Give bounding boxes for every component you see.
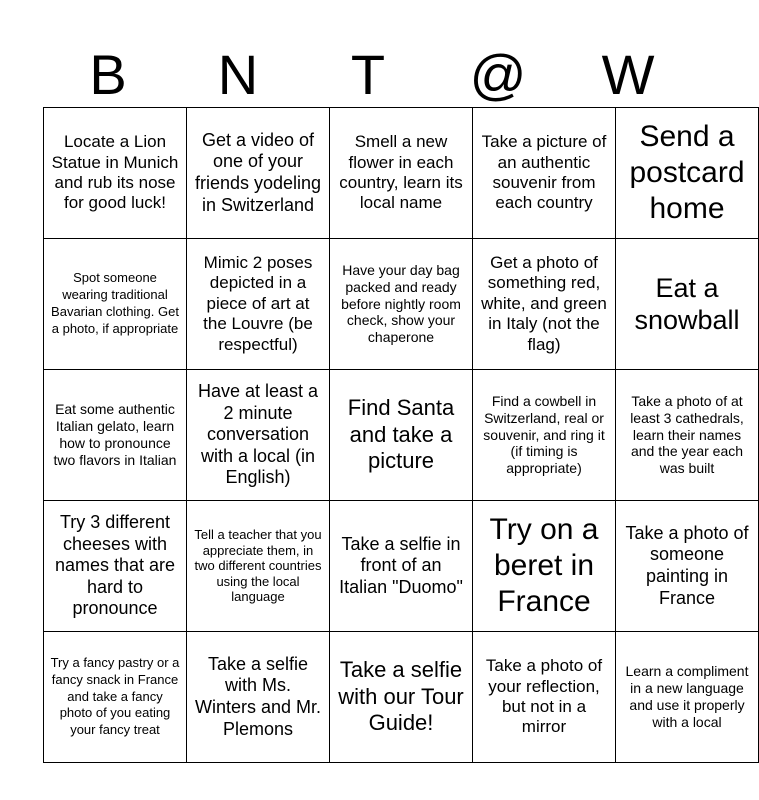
bingo-cell[interactable]: Find Santa and take a picture (330, 370, 473, 501)
header-letter-w: W (601, 43, 655, 106)
bingo-cell[interactable]: Locate a Lion Statue in Munich and rub its nose for good luck! (44, 108, 187, 239)
bingo-cell[interactable]: Eat a snowball (616, 239, 759, 370)
bingo-row-2 (44, 239, 759, 370)
header-letter-t: T (350, 43, 386, 106)
bingo-cell[interactable]: Take a selfie with Ms. Winters and Mr. Plemons (187, 632, 330, 763)
header-letter-n: N (217, 43, 259, 106)
bingo-cell[interactable]: Take a photo of someone painting in France (616, 501, 759, 632)
bingo-cell[interactable]: Mimic 2 poses depicted in a piece of art at the Louvre (be respectful) (187, 239, 330, 370)
bingo-row-4 (44, 501, 759, 632)
bingo-cell[interactable]: Get a photo of something red, white, and green in Italy (not the flag) (473, 239, 616, 370)
bingo-card (43, 107, 759, 763)
header-at-sign: @ (469, 43, 527, 106)
header-letter-b: B (89, 43, 127, 106)
bingo-cell[interactable]: Tell a teacher that you appreciate them, in two different countries using the local language (187, 501, 330, 632)
bingo-cell[interactable]: Take a selfie with our Tour Guide! (330, 632, 473, 763)
bingo-cell[interactable]: Try a fancy pastry or a fancy snack in France and take a fancy photo of you eating your fancy treat (44, 632, 187, 763)
bingo-row-5 (44, 632, 759, 763)
bingo-header (43, 40, 693, 110)
bingo-cell[interactable]: Have at least a 2 minute conversation with a local (in English) (187, 370, 330, 501)
bingo-cell[interactable]: Take a selfie in front of an Italian "Duomo" (330, 501, 473, 632)
bingo-cell[interactable]: Spot someone wearing traditional Bavarian clothing. Get a photo, if appropriate (44, 239, 187, 370)
bingo-cell[interactable]: Have your day bag packed and ready before nightly room check, show your chaperone (330, 239, 473, 370)
bingo-cell[interactable]: Smell a new flower in each country, learn its local name (330, 108, 473, 239)
bingo-cell[interactable]: Take a photo of your reflection, but not in a mirror (473, 632, 616, 763)
bingo-row-3 (44, 370, 759, 501)
bingo-cell[interactable]: Learn a compliment in a new language and use it properly with a local (616, 632, 759, 763)
bingo-cell[interactable]: Try on a beret in France (473, 501, 616, 632)
bingo-cell[interactable]: Send a postcard home (616, 108, 759, 239)
bingo-cell[interactable]: Eat some authentic Italian gelato, learn how to pronounce two flavors in Italian (44, 370, 187, 501)
bingo-cell[interactable]: Get a video of one of your friends yodeling in Switzerland (187, 108, 330, 239)
bingo-cell[interactable]: Try 3 different cheeses with names that are hard to pronounce (44, 501, 187, 632)
bingo-row-1 (44, 108, 759, 239)
bingo-cell[interactable]: Find a cowbell in Switzerland, real or souvenir, and ring it (if timing is appropriate) (473, 370, 616, 501)
bingo-cell[interactable]: Take a photo of at least 3 cathedrals, learn their names and the year each was built (616, 370, 759, 501)
bingo-cell[interactable]: Take a picture of an authentic souvenir from each country (473, 108, 616, 239)
